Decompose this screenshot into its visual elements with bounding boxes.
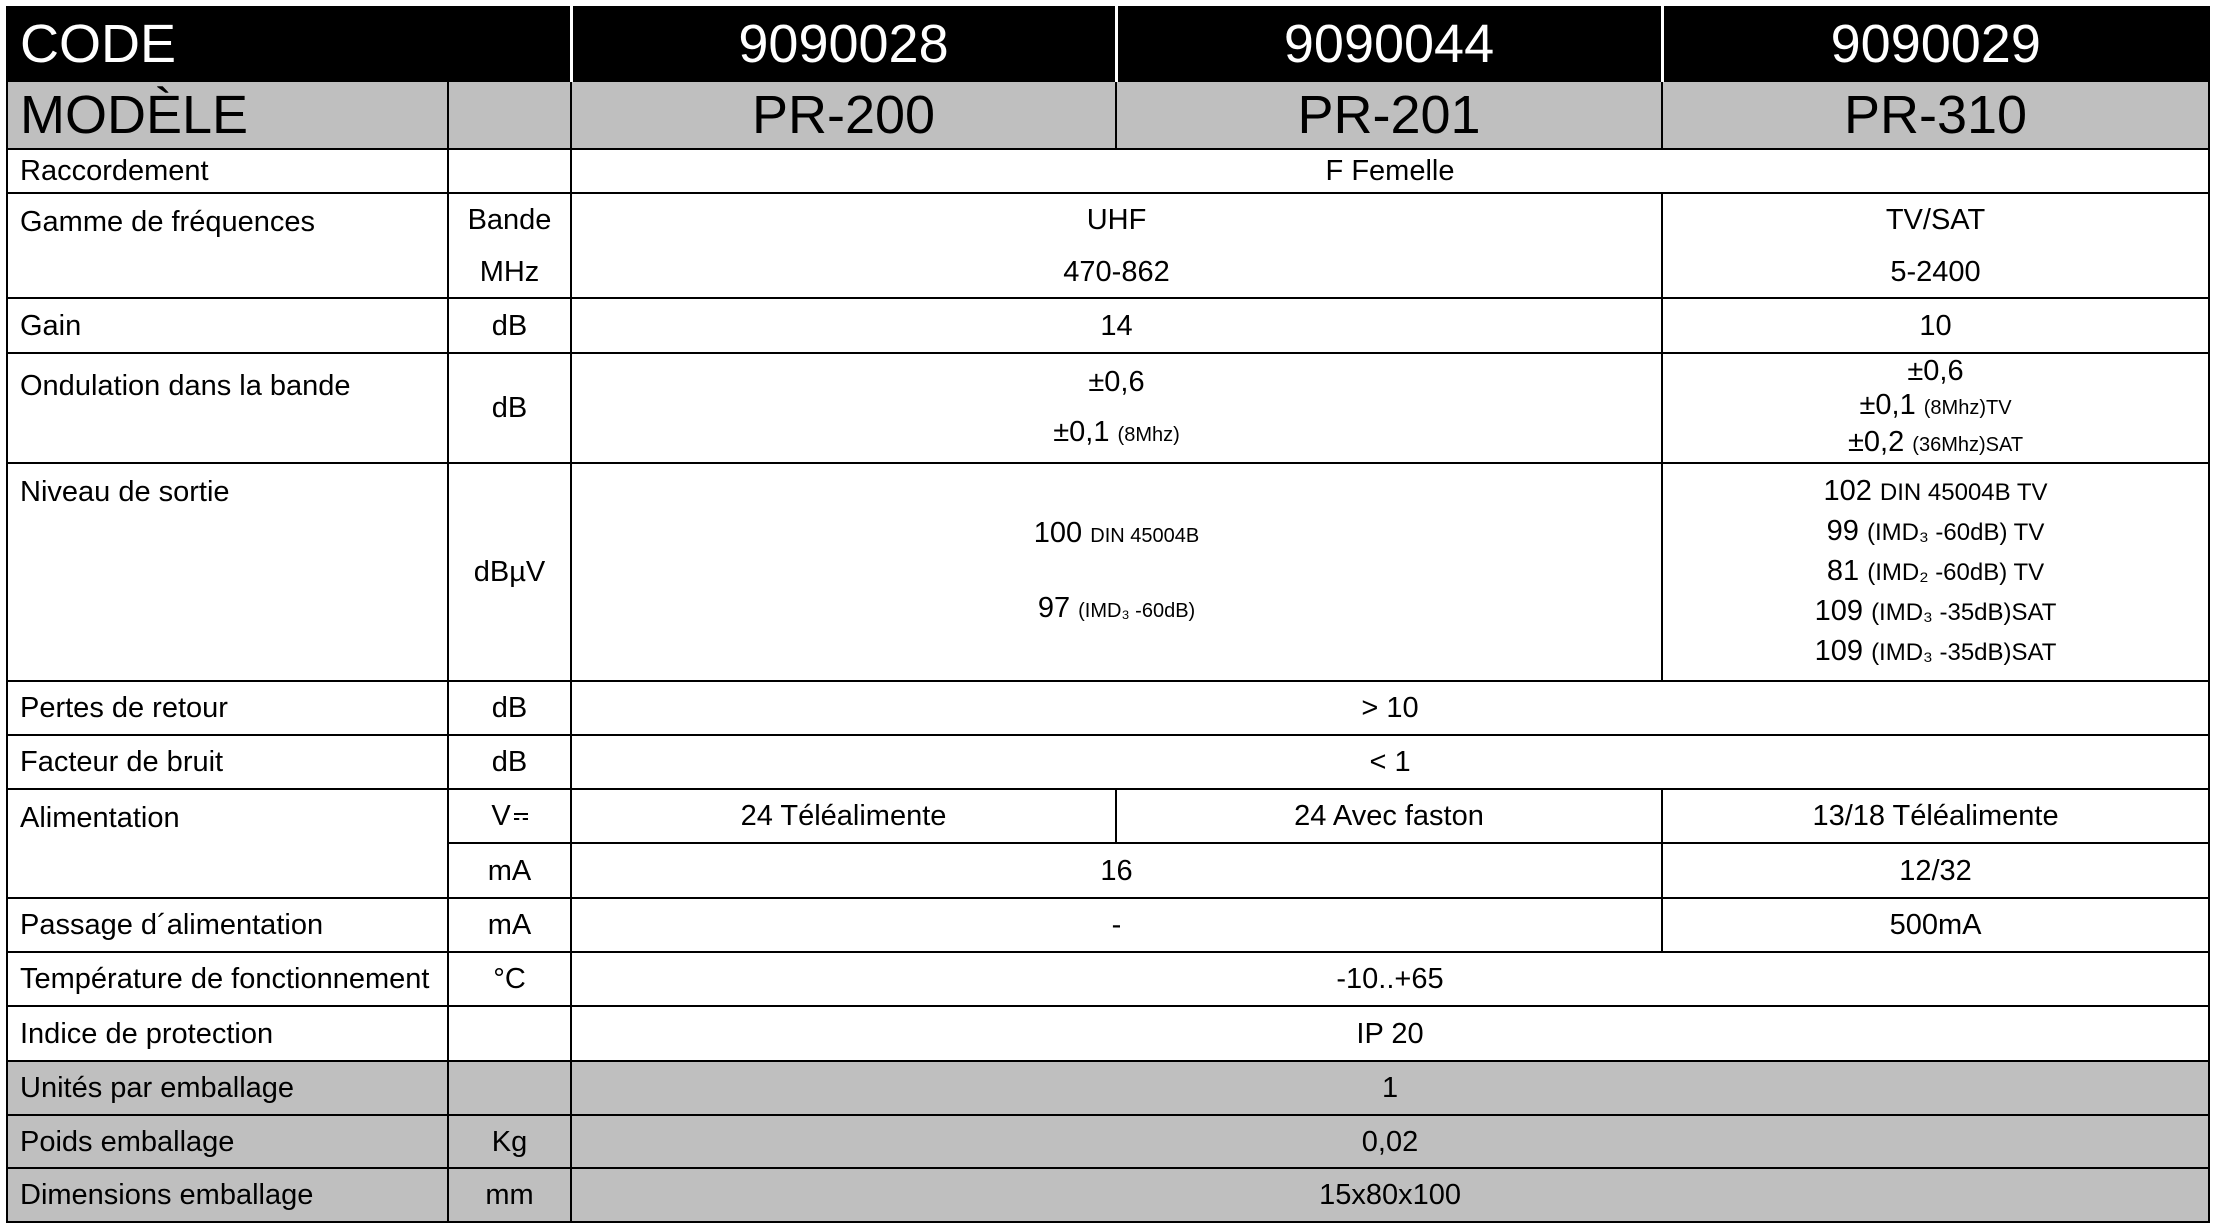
- power-voltage-value-1: 24 Téléalimente: [571, 789, 1116, 843]
- noise-figure-unit: dB: [448, 735, 571, 789]
- output-level-value-sat: [1662, 463, 2209, 681]
- pack-dimensions-row: [7, 1168, 2209, 1222]
- gain-unit: dB: [448, 298, 571, 353]
- temperature-label: Température de fonctionnement: [7, 952, 448, 1006]
- temperature-value: -10..+65: [571, 952, 2209, 1006]
- code-row: [7, 7, 2209, 81]
- output-uhf-value: 100: [1033, 517, 1083, 549]
- pack-weight-unit: Kg: [448, 1115, 571, 1168]
- ripple-uhf-line: [572, 357, 1661, 407]
- output-sat-note: (IMD₃ -35dB)SAT: [1871, 599, 2057, 626]
- return-loss-unit: dB: [448, 681, 571, 735]
- units-per-pack-label: Unités par emballage: [7, 1061, 448, 1115]
- protection-label: Indice de protection: [7, 1006, 448, 1061]
- power-pass-unit: mA: [448, 898, 571, 952]
- pack-weight-row: [7, 1115, 2209, 1168]
- output-sat-value: 102: [1823, 475, 1872, 507]
- frequency-band-sat: TV/SAT: [1662, 193, 2209, 246]
- output-level-unit: dBµV: [448, 463, 571, 681]
- ripple-uhf-value: ±0,1: [1053, 415, 1110, 448]
- code-label: CODE: [7, 7, 571, 81]
- output-sat-value: 109: [1814, 635, 1863, 667]
- ripple-row: [7, 353, 2209, 463]
- ripple-sat-value: ±0,1: [1859, 389, 1916, 421]
- noise-figure-row: [7, 735, 2209, 789]
- spec-table: [6, 6, 2210, 1223]
- frequency-mhz-sat: 5-2400: [1662, 246, 2209, 298]
- power-label: Alimentation: [7, 789, 448, 898]
- product-model-1: PR-200: [571, 81, 1116, 149]
- output-sat-value: 99: [1826, 515, 1859, 547]
- frequency-band-unit: Bande: [448, 193, 571, 246]
- output-sat-note: (IMD₃ -35dB)SAT: [1871, 639, 2057, 666]
- ripple-unit: dB: [448, 353, 571, 463]
- output-uhf-line: [572, 572, 1661, 647]
- power-voltage-value-2: 24 Avec faston: [1116, 789, 1662, 843]
- output-uhf-note: DIN 45004B: [1090, 525, 1200, 547]
- ripple-label: Ondulation dans la bande: [7, 353, 448, 463]
- ripple-value-sat: [1662, 353, 2209, 463]
- product-model-2: PR-201: [1116, 81, 1662, 149]
- frequency-band-row: [7, 193, 2209, 246]
- units-per-pack-row: [7, 1061, 2209, 1115]
- pack-weight-label: Poids emballage: [7, 1115, 448, 1168]
- power-current-sat: 12/32: [1662, 843, 2209, 898]
- output-sat-line: [1663, 552, 2208, 592]
- pack-dimensions-unit: mm: [448, 1168, 571, 1222]
- output-sat-note: (IMD₃ -60dB) TV: [1866, 519, 2045, 546]
- output-sat-note: (IMD₂ -60dB) TV: [1867, 559, 2045, 586]
- output-uhf-line: [572, 497, 1661, 572]
- noise-figure-value: < 1: [571, 735, 2209, 789]
- ripple-sat-line: [1663, 425, 2208, 462]
- power-voltage-value-3: 13/18 Téléalimente: [1662, 789, 2209, 843]
- connection-value: F Femelle: [571, 149, 2209, 193]
- dc-symbol-icon: [514, 813, 528, 820]
- output-uhf-value: 97: [1037, 592, 1071, 624]
- output-level-value-uhf: [571, 463, 1662, 681]
- output-sat-line: [1663, 632, 2208, 672]
- ripple-sat-note: (36Mhz)SAT: [1912, 434, 2024, 456]
- output-sat-line: [1663, 512, 2208, 552]
- output-level-label: Niveau de sortie: [7, 463, 448, 681]
- output-uhf-note: (IMD₃ -60dB): [1078, 600, 1196, 622]
- ripple-sat-line: [1663, 388, 2208, 425]
- output-sat-line: [1663, 472, 2208, 512]
- output-level-row: [7, 463, 2209, 681]
- ripple-sat-value: ±0,6: [1907, 355, 1964, 387]
- gain-value-uhf: 14: [571, 298, 1662, 353]
- power-pass-sat: 500mA: [1662, 898, 2209, 952]
- product-code-2: 9090044: [1116, 7, 1662, 81]
- pack-dimensions-value: 15x80x100: [571, 1168, 2209, 1222]
- noise-figure-label: Facteur de bruit: [7, 735, 448, 789]
- gain-value-sat: 10: [1662, 298, 2209, 353]
- connection-row: [7, 149, 2209, 193]
- power-voltage-row: [7, 789, 2209, 843]
- units-per-pack-value: 1: [571, 1061, 2209, 1115]
- power-voltage-unit: [448, 789, 571, 843]
- units-per-pack-unit-empty-cell: [448, 1061, 571, 1115]
- ripple-uhf-note: (8Mhz): [1117, 423, 1180, 446]
- connection-unit-empty-cell: [448, 149, 571, 193]
- gain-row: [7, 298, 2209, 353]
- pack-weight-value: 0,02: [571, 1115, 2209, 1168]
- return-loss-row: [7, 681, 2209, 735]
- model-row: [7, 81, 2209, 149]
- protection-unit-empty-cell: [448, 1006, 571, 1061]
- frequency-band-uhf: UHF: [571, 193, 1662, 246]
- return-loss-label: Pertes de retour: [7, 681, 448, 735]
- power-current-unit: mA: [448, 843, 571, 898]
- product-code-3: 9090029: [1662, 7, 2209, 81]
- output-sat-note: DIN 45004B TV: [1879, 479, 2048, 506]
- ripple-sat-note: (8Mhz)TV: [1923, 397, 2012, 419]
- ripple-uhf-line: [572, 407, 1661, 460]
- temperature-unit: °C: [448, 952, 571, 1006]
- ripple-sat-line: [1663, 354, 2208, 388]
- return-loss-value: > 10: [571, 681, 2209, 735]
- ripple-value-uhf: [571, 353, 1662, 463]
- output-sat-line: [1663, 592, 2208, 632]
- power-pass-label: Passage d´alimentation: [7, 898, 448, 952]
- frequency-mhz-unit: MHz: [448, 246, 571, 298]
- protection-value: IP 20: [571, 1006, 2209, 1061]
- product-code-1: 9090028: [571, 7, 1116, 81]
- protection-row: [7, 1006, 2209, 1061]
- ripple-uhf-value: ±0,6: [1088, 365, 1145, 398]
- power-current-uhf: 16: [571, 843, 1662, 898]
- model-label: MODÈLE: [7, 81, 448, 149]
- output-sat-value: 109: [1814, 595, 1863, 627]
- output-sat-value: 81: [1826, 555, 1860, 587]
- power-voltage-unit-label: V: [491, 800, 511, 832]
- power-pass-row: [7, 898, 2209, 952]
- model-unit-empty-cell: [448, 81, 571, 149]
- gain-label: Gain: [7, 298, 448, 353]
- power-pass-uhf: -: [571, 898, 1662, 952]
- frequency-mhz-uhf: 470-862: [571, 246, 1662, 298]
- pack-dimensions-label: Dimensions emballage: [7, 1168, 448, 1222]
- connection-label: Raccordement: [7, 149, 448, 193]
- frequency-label: Gamme de fréquences: [7, 193, 448, 298]
- ripple-sat-value: ±0,2: [1847, 426, 1905, 458]
- temperature-row: [7, 952, 2209, 1006]
- product-model-3: PR-310: [1662, 81, 2209, 149]
